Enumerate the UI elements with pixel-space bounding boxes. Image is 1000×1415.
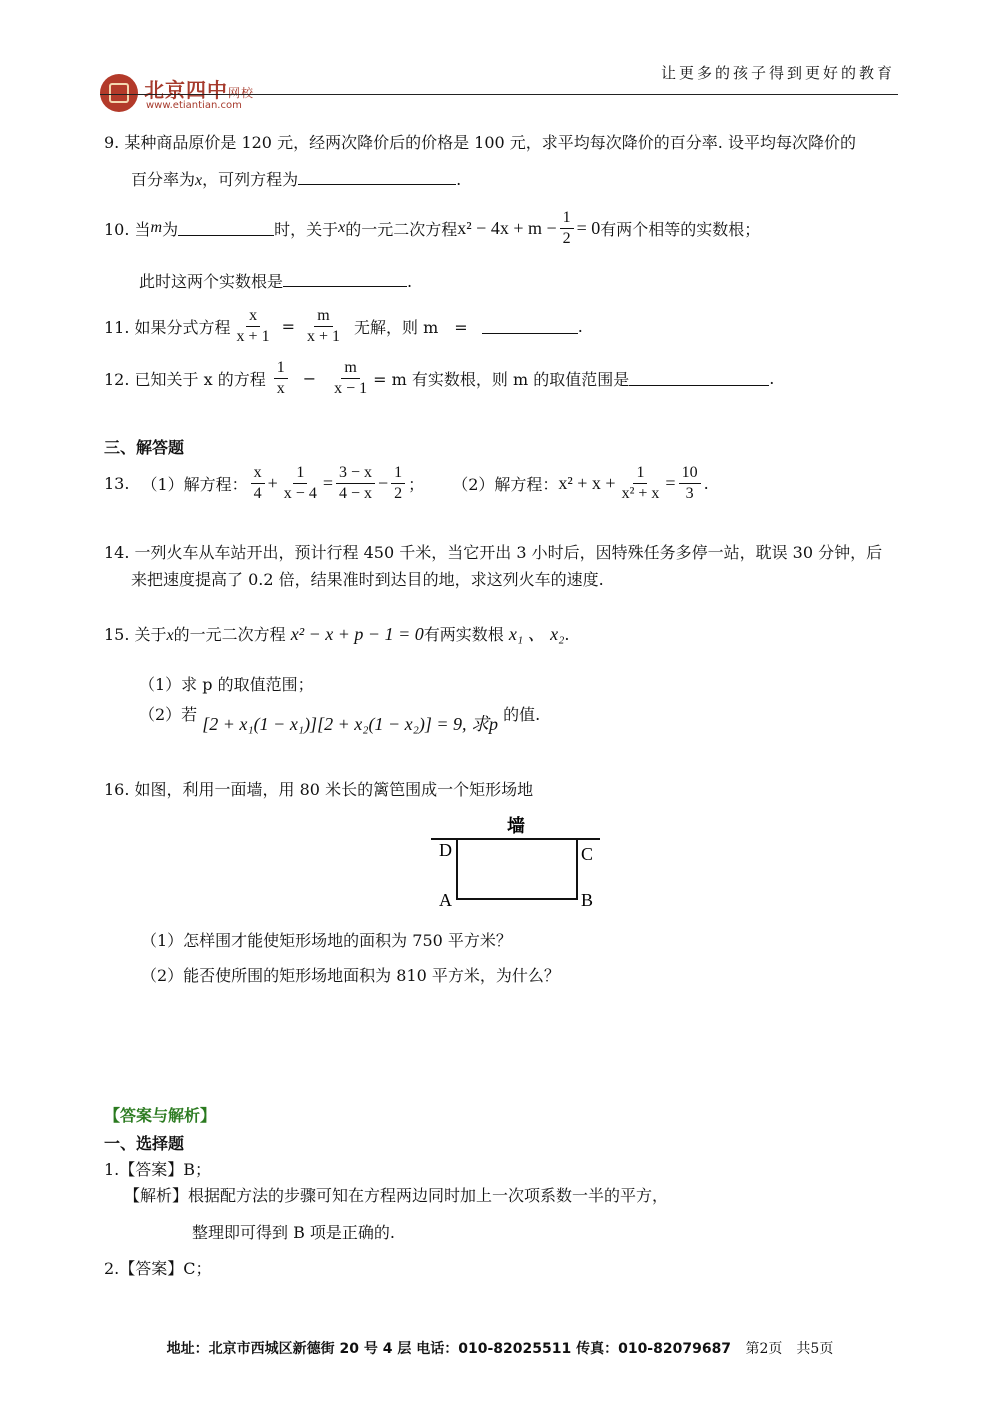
footer-address: 地址：北京市西城区新德街 20 号 4 层 电话：010-82025511 传真：010-82079687 — [166, 1341, 732, 1357]
wall-label: 墙 — [507, 816, 525, 837]
q12-line: 12. 已知关于 x 的方程 $\frac{1}{x}$ − $\frac{m}{x - 1}$ = m 有实数根，则 m 的取值范围是 . — [104, 358, 775, 397]
q9-answer-blank[interactable] — [298, 170, 456, 185]
corner-b-label: B — [581, 890, 594, 910]
answer-1-explanation-2: 整理即可得到 B 项是正确的. — [192, 1223, 396, 1242]
answers-title: 【答案与解析】 — [104, 1106, 217, 1125]
page-footer — [0, 1338, 1000, 1358]
answer-1-explanation-1: 【解析】根据配方法的步骤可知在方程两边同时加上一次项系数一半的平方， — [124, 1186, 669, 1205]
q14-line2: 来把速度提高了 0.2 倍，结果准时到达目的地，求这列火车的速度. — [131, 570, 604, 589]
section-3-title: 三、解答题 — [104, 438, 185, 457]
site-logo — [100, 70, 270, 116]
answer-2: 2.【答案】C； — [104, 1259, 212, 1278]
q9-line1: 9. 某种商品原价是 120 元，经两次降价后的价格是 100 元，求平均每次降价的百分率. 设平均每次降价的 — [104, 133, 856, 152]
header-divider — [100, 94, 898, 95]
q10-roots-blank[interactable] — [283, 272, 407, 287]
fence-rectangle — [457, 839, 577, 899]
logo-emblem-icon — [100, 74, 138, 112]
q11-line: 11. 如果分式方程 $\frac{x}{x + 1}$ = $\frac{m}{x + 1}$ 无解，则 m = . — [104, 306, 583, 345]
answer-1: 1.【答案】B； — [104, 1160, 212, 1179]
q11-answer-blank[interactable] — [482, 319, 578, 334]
corner-c-label: C — [581, 844, 594, 864]
q14-line1: 14. 一列火车从车站开出，预计行程 450 千米，当它开出 3 小时后，因特殊任务多停一站，耽误 30 分钟，后 — [104, 543, 883, 562]
logo-url: www.etiantian.com — [146, 100, 242, 111]
q16-part2: （2）能否使所围的矩形场地面积为 810 平方米，为什么？ — [141, 966, 560, 985]
logo-name: 北京四中网校 — [144, 78, 255, 102]
q15-part1: （1）求 p 的取值范围； — [139, 675, 314, 694]
q16-line: 16. 如图，利用一面墙，用 80 米长的篱笆围成一个矩形场地 — [104, 780, 534, 799]
q10-m-blank[interactable] — [178, 221, 274, 236]
corner-a-label: A — [439, 890, 452, 910]
header-slogan: 让更多的孩子得到更好的教育 — [660, 64, 895, 82]
q10-line1: 10. 当 m 为 时，关于 x 的一元二次方程 x² − 4x + m − $\frac{1}{2}$ = 0 有两个相等的实数根； — [104, 208, 761, 247]
corner-d-label: D — [439, 840, 452, 860]
q16-part1: （1）怎样围才能使矩形场地的面积为 750 平方米？ — [141, 931, 512, 950]
q15-part2: （2）若 [2 + x₁(1 − x₁)][2 + x₂(1 − x₂)] = 9, 求p 的值. — [139, 705, 541, 734]
footer-page-number: 第2页 共5页 — [745, 1341, 834, 1357]
q16-rectangle-diagram — [425, 812, 605, 912]
q9-line2: 百分率为x，可列方程为 . — [131, 170, 462, 189]
q15-line: 15. 关于x的一元二次方程 x² − x + p − 1 = 0有两实数根 x₁ 、 x₂. — [104, 624, 570, 644]
answers-section-1: 一、选择题 — [104, 1134, 185, 1153]
q10-line2: 此时这两个实数根是 . — [139, 272, 413, 291]
q12-answer-blank[interactable] — [629, 371, 769, 386]
q13-line: 13. （1）解方程： $\frac{x}{4}$ + $\frac{1}{x - 4}$ = $\frac{3 - x}{4 - x}$ − $\frac{1}{2}$ ； （2）解方程： x² + x + $\frac{1}{\text{x² + x}}$ = $\frac{10}{3}$ . — [104, 463, 709, 502]
